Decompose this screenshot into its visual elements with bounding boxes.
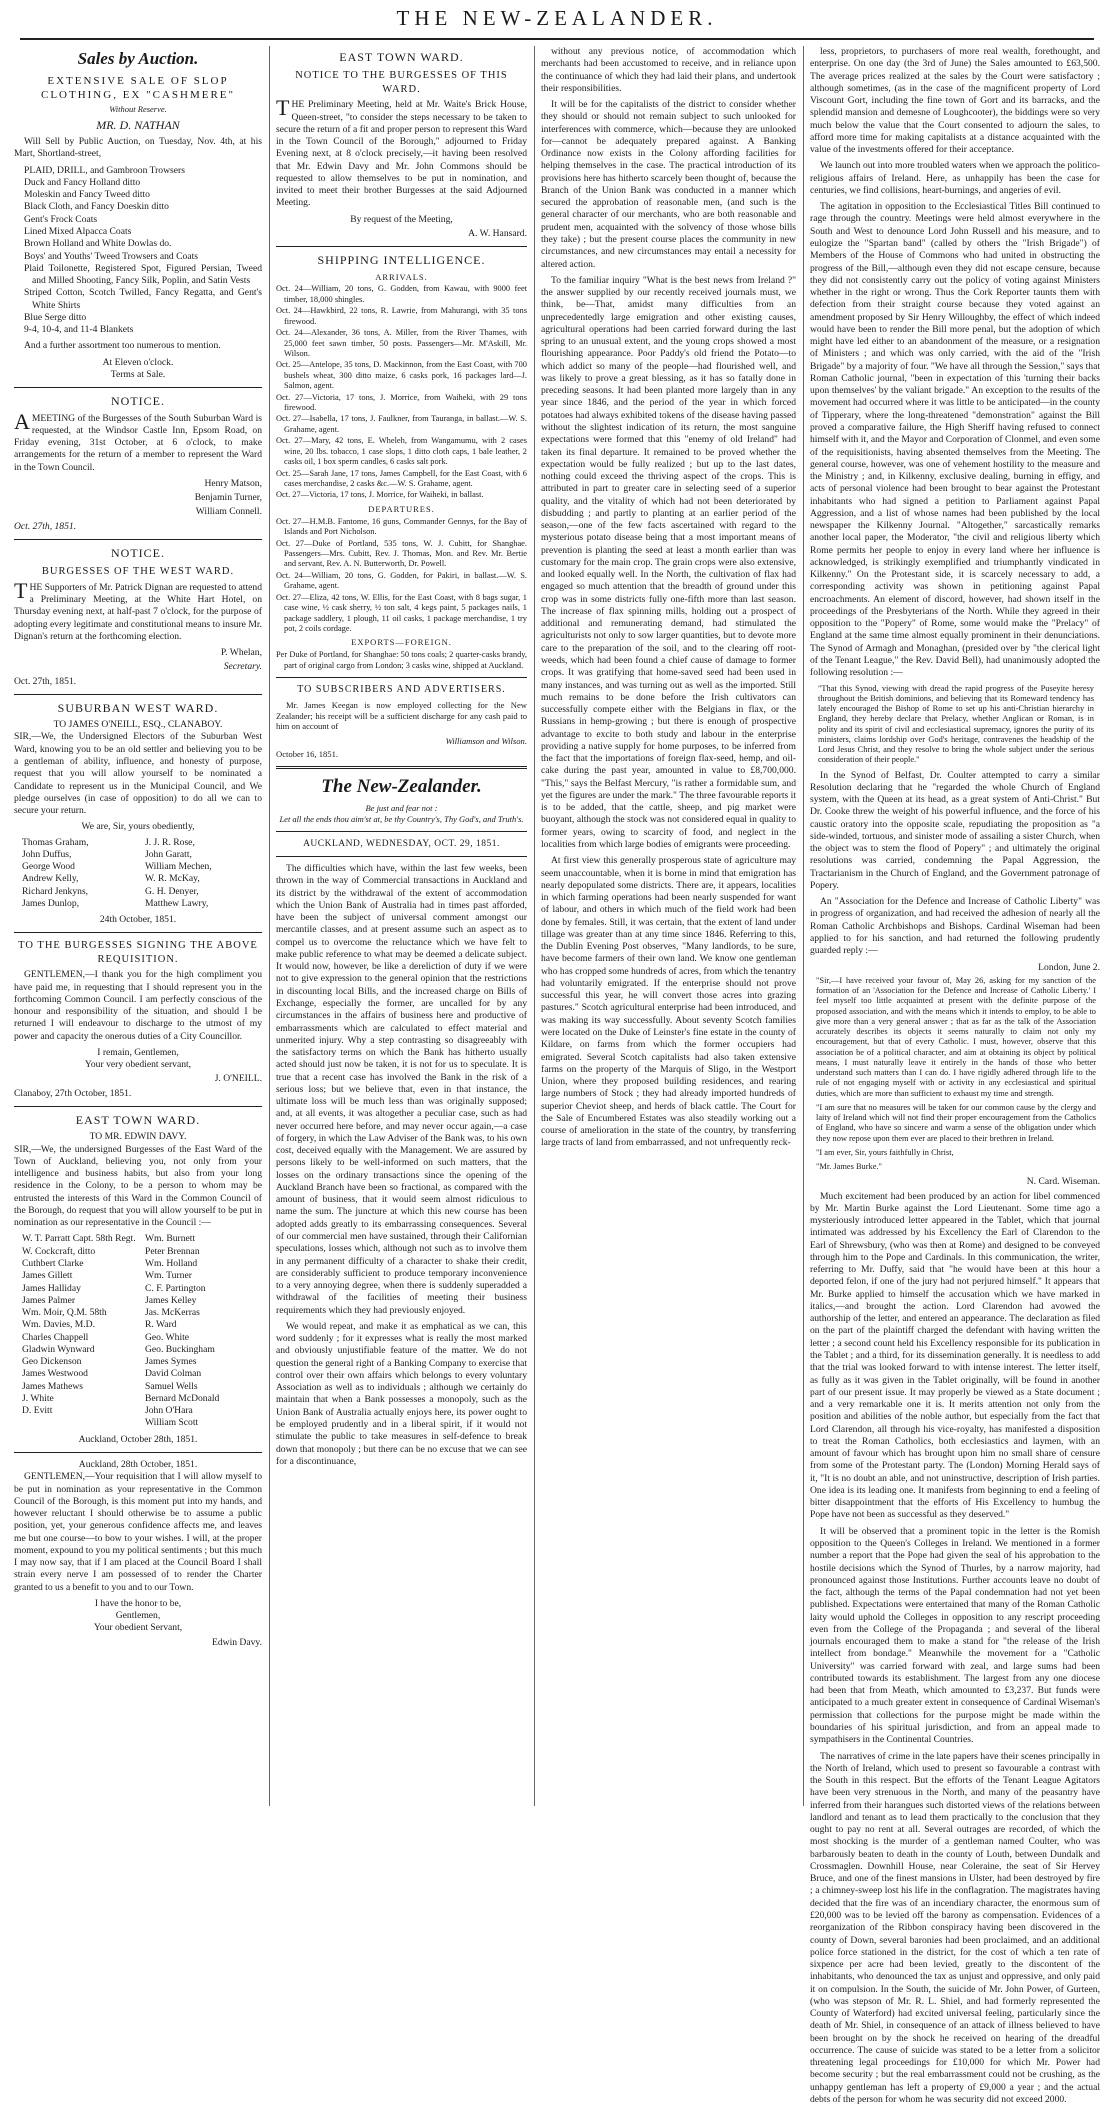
signatory-name: D. Evitt bbox=[22, 1405, 53, 1417]
article-paragraph: less, proprietors, to purchasers of more real wealth, forethought, and enterprise. On one day (the 3rd of June) the Sales amounted to £63,500. The average prices realized at the sales by the Court were satisfactory ; although sometimes, (as in the case of the magnificent property of Lord Viscount Gort, including the fine town of Gort and its barracks, and the splendid mansion and demesne of Loughcooter), the biddings were so very much below the value that the Court consented to adjourn the sales, to afford more time for making capitalists at a distance acquainted with the value of the investments offered for their acceptance. bbox=[810, 46, 1100, 156]
notice-subtitle: NOTICE TO THE BURGESSES OF THIS WARD. bbox=[295, 70, 508, 95]
column-1 bbox=[14, 46, 262, 1806]
column-divider bbox=[803, 46, 804, 1806]
signatory-name: Matthew Lawry, bbox=[145, 897, 209, 909]
notice-body: THE Supporters of Mr. Patrick Dignan are requested to attend a Preliminary Meeting, at the White Hart Hotel, on Thursday evening next, at half-past 7 o'clock, for the purpose of adopting every legitimate and constitutional means to insure Mr. Dignan's return at the forthcoming election. bbox=[14, 577, 262, 642]
arrival-entry: Oct. 27—Victoria, 17 tons, J. Morrice, for Waiheki, in ballast. bbox=[276, 490, 484, 500]
article-body bbox=[541, 46, 796, 1150]
signatory-name: Geo. Buckingham bbox=[145, 1343, 215, 1355]
auction-title: EXTENSIVE SALE OF SLOP CLOTHING, EX "CASHMERE" bbox=[40, 74, 235, 101]
davy-reply bbox=[14, 1459, 262, 1649]
signatory-name: George Wood bbox=[22, 861, 75, 873]
notice-date: Oct. 27th, 1851. bbox=[14, 520, 77, 532]
masthead bbox=[20, 6, 1094, 40]
departure-entry: Oct. 27—Duke of Portland, 535 tons, W. J. Cubitt, for Shanghae. Passengers—Mrs. Cubitt, Rev. J. Thomas, Mon. and Rev. Mr. Bertie and servant, Rev. A. N. Butterworth, Dr. Powell. bbox=[276, 538, 527, 569]
notice-south-suburban bbox=[14, 394, 262, 533]
exports-text bbox=[276, 650, 527, 671]
auction-item: Duck and Fancy Holland ditto bbox=[24, 176, 141, 188]
notice-body: THE Preliminary Meeting, held at Mr. Waite's Brick House, Queen-street, "to consider the steps necessary to be taken to secure the return of a fit and proper person to represent this Ward in the Town Council of the Borough," adjourned to Friday Evening next, at 8 o'clock precisely,—it having been resolved that Mr. Edwin Davy and Mr. John Commons should be requested to allow themselves to be put in nomination, and invited to meet their brother Burgesses at the said Adjourned Meeting. bbox=[276, 95, 527, 209]
exports-label: EXPORTS—FOREIGN. bbox=[351, 637, 452, 648]
departures-label: DEPARTURES. bbox=[368, 503, 435, 514]
signatory-name: Wm. Burnett bbox=[145, 1233, 196, 1245]
signatory-name: James Kelley bbox=[145, 1294, 197, 1306]
signatory-name: James Mathews bbox=[22, 1380, 84, 1392]
notice-body: AMEETING of the Burgesses of the South Suburban Ward is requested, at the Windsor Castle Inn, Epsom Road, on Friday evening, 31st October, at 6 o'clock, to make arrangements for the return of a member to represent the Ward in the Town Council. bbox=[14, 408, 262, 473]
notice-west-ward bbox=[14, 546, 262, 688]
reply-close: Gentlemen, bbox=[115, 1610, 161, 1622]
arrival-entry: Oct. 25—Antelope, 35 tons, D. Mackinnon, from the East Coast, with 700 bushels wheat, 300 ditto maize, 6 casks pork, 16 packages lard—J. Salmon, agent. bbox=[276, 360, 527, 391]
auction-terms: Terms at Sale. bbox=[110, 368, 166, 380]
editorial-paragraph: The difficulties which have, within the last few weeks, been thrown in the way of Commercial transactions in Auckland and its district by the withdrawal of the extent of accommodation which the Union Bank of Australia had in times past afforded, have been the subject of universal comment amongst our mercantile classes, and at present assume such an aspect as to compel us to overcome the reluctance which we have felt to make public reference to what may be deemed a delicate subject. It would now, however, be like a dereliction of duty if we were not to give expression to the general opinion that the restrictions in discounting local Bills, and the increased charge on Bills of Exchange, especially the former, are uncalled for by any circumstances in the affairs of business here and productive of embarrassments which are calculated to effect material and unmerited injury. Why a step contrasting so disagreeably with the satisfactory terms on which the Bank has hitherto usually acted should just now be taken, it is not for us to speculate. It is true that a recent case has involved the Bank in the risk of a serious loss; but we believe that, even in that instance, the ultimate loss will be much less than was originally supposed; and, at all events, it was altogether a peculiar case, such as had never occurred here before, and may never occur again,—a case of forgery, in which the Law Adviser of the Bank was, to his own cost, deceived equally with the Management. We are assured by persons likely to be well-informed on such matters, that the losses on the ordinary transactions since the opening of the Auckland Branch have been so fractional, as compared with the amount of business, that it would seem almost ridiculous to name the sum. The juncture at which this new course has been adopted adds greatly to its embarrassing consequences. Several of our commercial men have sustained, through their Californian speculations, losses which, although not such as to involve them in any permanent difficulty of a character to shake their credit, are considerably sufficient to produce temporary inconvenience to a very annoying degree, when there is suddenly superadded a withdrawal of the facilities of meeting their business requirements which they had previously enjoyed. bbox=[276, 863, 527, 1316]
newspaper-title: THE NEW-ZEALANDER. bbox=[396, 6, 718, 30]
auction-tail: And a further assortment too numerous to mention. bbox=[24, 340, 221, 352]
arrival-entry: Oct. 24—Hawkbird, 22 tons, R. Lawrie, from Mahurangi, with 35 tons firewood. bbox=[276, 306, 527, 326]
notice-by: By request of the Meeting, bbox=[350, 213, 453, 225]
signatory-name: Thomas Graham, bbox=[22, 836, 89, 848]
reply-body: GENTLEMEN,—Your requisition that I will allow myself to be put in nomination as your representative in the Common Council of the Borough, is this moment put into my hands, and however reluctant I should otherwise be to assume a public position, yet, your generous confidence affects me, and leaves me but one course—to bow to your wishes. I will, at the proper moment, expound to you my political sentiments ; but this much I may now say, that if I am placed at the Council Board I shall strain every nerve I am possessed of to render the Charter granted to us a benefit to you and to our Town. bbox=[14, 1471, 262, 1593]
letter-recipient: "Mr. James Burke." bbox=[816, 1162, 882, 1172]
arrival-entry: Oct. 27—Victoria, 17 tons, J. Morrice, from Waiheki, with 29 tons firewood. bbox=[276, 392, 527, 413]
article-body-continued bbox=[810, 46, 1100, 2106]
reply-close: I have the honor to be, bbox=[94, 1597, 182, 1609]
divider bbox=[14, 539, 262, 540]
departure-entry: Oct. 24—William, 20 tons, G. Godden, for Pakiri, in ballast.—W. S. Grahame, agent. bbox=[276, 570, 527, 591]
editorial-paragraph: We would repeat, and make it as emphatical as we can, this word suddenly ; for it expresses what is really the most marked and obviously unjustifiable feature of the matter. We do not question the general right of a Banking Company to exercise that control over their own affairs which belongs to every voluntary Association as well as to individuals ; although we certainly do maintain that when a Bank possesses a monopoly, such as the Union Bank of Australia actually enjoys here, its power ought to be employed prudently and in a liberal spirit, if it would not stimulate the public to take measures in self-defence to break down that monopoly ; but there can be no excuse that we can see for a discontinuance, bbox=[276, 1320, 527, 1467]
letter-signoff: "I am ever, Sir, yours faithfully in Christ, bbox=[816, 1147, 954, 1157]
paper-name: The New-Zealander. bbox=[321, 775, 482, 797]
article-paragraph: Much excitement had been produced by an action for libel commenced by Mr. Martin Burke against the Lord Lieutenant. Some time ago a mysteriously introduced letter appeared in the Tablet, which that journal intimated was addressed by his Excellency the Earl of Clarendon to the Earl of Shrewsbury, (who was then at Rome) and designed to be conveyed through him to the Pope and Cardinals. In this communication, the writer, referring to Mr. Duffy, said that "he would have been at this hour a deported felon, if one of the jury had not perjured himself." It appears that Mr. Burke applied to himself the accusation which we have marked in italics,—and brought the action. Lord Clarendon had avowed the authorship of the letter, and entered an appearance. The declaration as filed on the part of the plaintiff charged the defendant with having written the letter ; a second count held his Excellency responsible for its publication in the Tablet ; and a third, for its dissemination generally. It is needless to add that the trial was looked forward to with intense interest. The letter itself, as fully as it was given in the Tablet originally, will be found in another part of our present issue. It may properly be viewed as a State document ; and a very remarkable one it is. It merits attention not only from the position and abilities of the noble author, but especially from the fact that Lord Clarendon, all through his vice-royalty, has manifested a disposition to treat the Roman Catholics, both ecclesiastics and laymen, with an amount of favour which has brought upon him no small share of censure from some of the Protestant party. The (London) Morning Herald says of it, "It is no doubt an able, and not uninstructive, description of Irish parties. One idea is its leading one. It manifests from beginning to end a feeling of bitter disappointment that the efforts of His Excellency to humbug the Pope have not been as successful as they deserved." bbox=[810, 1190, 1100, 1521]
arrivals-label: ARRIVALS. bbox=[375, 271, 428, 282]
signatory-name: Geo Dickenson bbox=[22, 1356, 82, 1368]
shipping-intelligence bbox=[276, 253, 527, 671]
auction-item: Gent's Frock Coats bbox=[24, 213, 98, 225]
signatory-name: John Garatt, bbox=[145, 848, 192, 860]
auction-advert bbox=[14, 74, 262, 381]
notice-title: NOTICE. bbox=[111, 394, 165, 409]
subscribers-title: TO SUBSCRIBERS AND ADVERTISERS. bbox=[297, 684, 506, 696]
arrival-entry: Oct. 27—Mary, 42 tons, E. Wheleh, from Wangamumu, with 2 cases wine, 20 lbs. tobacco, 1 case slops, 1 ditto cloth caps, 1 bale leather, 2 casks oil, 1 box sperm candles, 6 casks salt pork. bbox=[276, 436, 527, 467]
article-paragraph: without any previous notice, of accommodation which merchants had been accustomed to receive, and in reliance upon the continuance of which they had laid their plans, and undertook their responsibilities. bbox=[541, 46, 796, 94]
divider bbox=[276, 831, 527, 832]
requisition-title: SUBURBAN WEST WARD. bbox=[57, 700, 219, 715]
east-ward-notice bbox=[276, 50, 527, 240]
divider bbox=[276, 677, 527, 678]
signatory-name: Geo. White bbox=[145, 1331, 190, 1343]
requisition-signatories bbox=[22, 1233, 262, 1429]
signatory-name: Bernard McDonald bbox=[145, 1392, 220, 1404]
departure-entry: Oct. 27—Eliza, 42 tons, W. Ellis, for the East Coast, with 8 bags sugar, 1 case wine, ½ cask sherry, ½ ton salt, 4 kegs paint, 5 packages nails, 1 package saddlery, 1 plough, 11 oil casks, 1 package merchandise, 1 try pot, 2 coils cordage. bbox=[276, 592, 527, 633]
signatory-name: James Dunlop, bbox=[22, 897, 80, 909]
letter-date: London, June 2. bbox=[1038, 961, 1100, 973]
divider bbox=[14, 1452, 262, 1453]
requisition-date: 24th October, 1851. bbox=[99, 914, 177, 926]
exports-entry: Per Duke of Portland, for Shanghae: 50 tons coals; 2 quarter-casks brandy, part of original cargo from London; 3 casks wine, shipped at Auckland. bbox=[276, 650, 527, 670]
auction-item: Boys' and Youths' Tweed Trowsers and Coats bbox=[24, 250, 198, 262]
auction-item-list bbox=[24, 165, 262, 337]
auction-item: Plaid Toilonette, Registered Spot, Figured Persian, Tweed and Milled Shooting, Fancy Silk, Poplin, and Satin Vests bbox=[24, 262, 262, 287]
signatory-name: J. J. R. Rose, bbox=[145, 836, 195, 848]
divider bbox=[276, 856, 527, 857]
column-3 bbox=[541, 46, 796, 1806]
signatory-name: Cuthbert Clarke bbox=[22, 1258, 84, 1270]
auction-item: 9-4, 10-4, and 11-4 Blankets bbox=[24, 324, 134, 336]
sales-heading: Sales by Auction. bbox=[77, 49, 199, 68]
reply-date: Auckland, 28th October, 1851. bbox=[78, 1459, 198, 1470]
signatory-name: G. H. Denyer, bbox=[145, 885, 199, 897]
subscribers-signer: Williamson and Wilson. bbox=[445, 735, 527, 746]
reply-date: Clanaboy, 27th October, 1851. bbox=[14, 1087, 132, 1099]
wiseman-letter-end: "I am sure that no measures will be taken for our common cause by the clergy and laity of Ireland which will not find their proper encouragement from the Catholics of England, who have so sincere and warm a sense of the obligation under which they now repose upon them ever are placed to their brethren in Ireland. bbox=[816, 1102, 1096, 1143]
signatory-name: W. R. McKay, bbox=[145, 873, 200, 885]
auction-item: Moleskin and Fancy Tweed ditto bbox=[24, 189, 150, 201]
divider bbox=[276, 246, 527, 247]
arrival-entry: Oct. 24—William, 20 tons, G. Godden, from Kawau, with 9000 feet timber, 18,000 shingles. bbox=[276, 284, 527, 304]
column-divider bbox=[269, 46, 270, 1806]
article-paragraph: In the Synod of Belfast, Dr. Coulter attempted to carry a similar Resolution declaring that he "regarded the whole Church of England system, with the Queen at its head, as a great system of Anti-Christ." But Dr. Cooke threw the weight of his powerful influence, and the force of his caustic oratory into the opposite scale, repudiating the proposition as "a side-winded, tortuous, and sinister mode of assailing a sister Church, when the object was to stem the flood of Popery" ; and ultimately the original resolutions was carried, condemning the Papal Aggression, the Tractarianism in the Church of England, and the Government patronage of Popery. bbox=[810, 769, 1100, 891]
letter-signer: N. Card. Wiseman. bbox=[1026, 1176, 1100, 1188]
shipping-title: SHIPPING INTELLIGENCE. bbox=[317, 253, 486, 268]
reply-signer: J. O'NEILL. bbox=[214, 1073, 262, 1085]
signatory-name: W. T. Parratt Capt. 58th Regt. bbox=[22, 1233, 136, 1245]
notice-subtitle: BURGESSES OF THE WEST WARD. bbox=[41, 566, 235, 578]
requisition-title: EAST TOWN WARD. bbox=[75, 1113, 201, 1127]
departure-entry: Oct. 27—H.M.B. Fantome, 16 guns, Commander Gennys, for the Bay of Islands and Port Nicholson. bbox=[276, 516, 527, 537]
signatory-name: David Colman bbox=[145, 1368, 202, 1380]
signatory-name: Gladwin Wynward bbox=[22, 1343, 95, 1355]
arrival-entry: Oct. 27—Isabella, 17 tons, J. Faulkner, from Tauranga, in ballast.—W. S. Grahame, agent. bbox=[276, 414, 527, 434]
subscribers-date: October 16, 1851. bbox=[276, 748, 339, 759]
notice-signer: Henry Matson, bbox=[204, 477, 262, 489]
signatory-name: James Westwood bbox=[22, 1368, 88, 1380]
article-paragraph: It will be for the capitalists of the district to consider whether they should or should not remain subject to such unlooked for interferences with commerce, which—because they are unlooked for—cannot be adequately prepared against. A Banking Ordinance now exists in the Colony affording facilities for helping themselves in the case. The practical introduction of its provisions here has hitherto scarcely been thought of, because the Branch of the Union Bank was conducted in a manner which secured the approbation of reasonable men, (and such is the general character of our merchants, who are both reasonable and prudent men, acquainted with the solvency of those whose bills they take) ; but the present course places the community in new circumstances, and new circumstances may entail a necessity for altered action. bbox=[541, 99, 796, 270]
signatory-name: Wm. Moir, Q.M. 58th bbox=[22, 1307, 107, 1319]
auction-item: Lined Mixed Alpacca Coats bbox=[24, 226, 132, 237]
notice-date: Oct. 27th, 1851. bbox=[14, 675, 77, 687]
divider bbox=[14, 387, 262, 388]
subscribers-body: Mr. James Keegan is now employed collecting for the New Zealander; his receipt will be a sufficient discharge for any cash paid to him on account of bbox=[276, 699, 527, 732]
requisition-signatories bbox=[22, 837, 262, 911]
reply-body: GENTLEMEN,—I thank you for the high compliment you have paid me, in requesting that I should represent you in the forthcoming Common Council. I am perfectly conscious of the honour and responsibility of the situation, and should I be returned I will endeavour to discharge to the utmost of my power and capacity the onerous duties of a City Councillor. bbox=[14, 969, 262, 1042]
article-paragraph: The agitation in opposition to the Ecclesiastical Titles Bill continued to rage through the country. Meetings were held almost everywhere in the South and West to denounce Lord John Russell and his measure, and to eulogize the "Spartan band" (called by others the "Irish Brigade") of Members of the House of Commons who had united in obstructing the progress of the Bill,—although even they did not escape censure, because they did not consistently carry out the policy of voting against Ministers whether in the right or wrong. Thus the Cork Reporter taunts them with defection from their straight course because they voted against an amendment proposed by Sir Henry Willoughby, the effect of which indeed would have been to render the Bill more penal, but the adoption of which might have led either to an abandonment of the measure, or a resignation of Ministers ; and which was only carried, with the aid of the "Irish Brigade" by a majority of four. "We have all through the Session," says that Roman Catholic journal, "been in expectation of this 'turning their backs upon themselves' by the valiant brigade." An exception to the results of the movement had occurred where it was little to be anticipated—in the county of Tipperary, where the long-threatened "demonstration" against the Bill proved a comparative failure, the High Sheriff having refused to connect himself with it, and the Mayor and Corporation of Clonmel, and even some of the requisitionists, having absented themselves from the Meeting. The general course, however, was one of vehement hostility to the measure and the Ministry ; and, in Kilkenny, exclusive dealing, burning in effigy, and acts of personal violence had been brought to bear against the Protestant inhabitants who had signed a petition to Parliament against Papal Aggression, and a list of whose names had been published by the local newspaper the Kilkenny Journal. "Altogether," sarcastically remarks another local paper, the Moderator, "the civil and religious liberty which Rome permits her people to enjoy in every land where her influence is acknowledged, is strikingly exemplified and triumphantly vindicated in Kilkenny." On the Protestant side, it is scarcely necessary to add, a corresponding activity was shown in petitioning against Papal encroachments. An element of discord, however, had shown itself in the proceedings of the Presbyterians of the North. While they agreed in their opposition to the "Popery" of Rome, some would make the "Prelacy" of England at the same time almost equally prominent in their denunciations. The Synod of Armagh and Monaghan, (presided over by "the clerical light of the Tenant League," the Rev. David Bell), had unanimously adopted the following resolution :— bbox=[810, 201, 1100, 679]
auctioneer-name: MR. D. NATHAN bbox=[96, 117, 180, 132]
signatory-name: James Halliday bbox=[22, 1282, 81, 1294]
auction-time: At Eleven o'clock. bbox=[102, 356, 174, 368]
synod-resolution-quote: "That this Synod, viewing with dread the rapid progress of the Puseyite heresy throughout the British dominions, and believing that its Romeward tendency has lately encouraged the Bishop of Rome to set up his anti-Christian hierarchy in England, they hereby declare that Prelacy, whether Anglican or Roman, is in polity and its spirit of civil and ecclesiastical supremacy, ignores the purity of its ministers, claims lordship over God's heritage, contravenes the headship of the Lord Jesus Christ, and they resolve to bring the whole subject under the serious consideration of their people." bbox=[818, 683, 1094, 765]
signatory-name: William Mechen, bbox=[145, 861, 212, 873]
arrival-entry: Oct. 24—Alexander, 36 tons, A. Miller, from the River Thames, with 25,000 feet sawn timber, 50 posts. Passengers—Mr. M'Askill, Mr. Wilson. bbox=[276, 328, 527, 358]
editorial-body bbox=[276, 863, 527, 1468]
article-paragraph: We launch out into more troubled waters when we approach the politico-religious affairs of Ireland. Here, as unhappily has been the case for centuries, we find collisions, heart-burnings, and angeries of evil. bbox=[810, 160, 1100, 196]
requisition-body: SIR,—We, the Undersigned Electors of the Suburban West Ward, knowing you to be an old settler and believing you to be a gentleman of ability, influence, and honesty of purpose, request that you will allow yourself to be nominated a Candidate to represent us in the Municipal Council, and We pledge ourselves (in case of opposition) to do all we can to secure your return. bbox=[14, 731, 262, 817]
reply-close: Your obedient Servant, bbox=[93, 1622, 183, 1634]
auction-item: Striped Cotton, Scotch Twilled, Fancy Regatta, and Gent's White Shirts bbox=[24, 287, 262, 311]
reply-close: Your very obedient servant, bbox=[84, 1059, 192, 1071]
signatory-name: John Duffus, bbox=[22, 848, 72, 860]
signatory-name: Jas. McKerras bbox=[145, 1307, 200, 1319]
divider bbox=[14, 694, 262, 695]
requisition-to: TO MR. EDWIN DAVY. bbox=[89, 1131, 187, 1143]
notice-signer: Benjamin Turner, bbox=[194, 492, 262, 504]
wiseman-letter: "Sir,—I have received your favour of, May 26, asking for my sanction of the formation of an 'Association for the Defence and Increase of Catholic Liberty.' I feel myself too little acquainted at present with the definite purpose of the proposed association, and with the means which it intends to employ, to be able to give more than a very general answer ; that as far as the talk of the Association accurately describes its objects it seems naturally to claim not only my encouragement, but that of every Catholic. I must, however, observe that this association be of a political character, and aim at obtaining its object by political means, I must naturally leave it entirely in the hands of those who better understand such matters than I can do. I have rigidly adhered through life to the rule of not engaging myself with or activity in any ecclesiastical and spiritual duties, which are more than sufficient to exhaust my time and strength. bbox=[816, 975, 1096, 1098]
auction-item: PLAID, DRILL, and Gambroon Trowsers bbox=[24, 164, 185, 176]
signatory-name: Samuel Wells bbox=[145, 1380, 198, 1392]
signatory-name: W. Cockcraft, ditto bbox=[22, 1245, 96, 1257]
column-2 bbox=[276, 46, 527, 1806]
reply-title: TO THE BURGESSES SIGNING THE ABOVE REQUISITION. bbox=[18, 940, 258, 965]
arrivals-list bbox=[276, 284, 527, 500]
notice-signer: P. Whelan, bbox=[220, 647, 262, 659]
east-ward-requisition bbox=[14, 1113, 262, 1446]
signatory-name: John O'Hara bbox=[145, 1405, 193, 1417]
signatory-name: James Gillett bbox=[22, 1270, 73, 1282]
requisition-close: We are, Sir, yours obediently, bbox=[81, 821, 195, 833]
divider bbox=[276, 766, 527, 769]
signatory-name: Peter Brennan bbox=[145, 1245, 200, 1257]
signatory-name: Richard Jenkyns, bbox=[22, 885, 89, 897]
column-4-content bbox=[810, 46, 1100, 2105]
signatory-name: James Symes bbox=[145, 1356, 197, 1368]
signatory-name: Andrew Kelly, bbox=[22, 873, 79, 885]
notice-title: EAST TOWN WARD. bbox=[339, 50, 464, 64]
signatory-name: James Palmer bbox=[22, 1294, 76, 1306]
signatory-name: J. White bbox=[22, 1392, 54, 1404]
auction-item: Black Cloth, and Fancy Doeskin ditto bbox=[24, 201, 169, 213]
article-paragraph: The narratives of crime in the late papers have their scenes principally in the North of Ireland, which used to present so favourable a contrast with the South in this respect. But the efforts of the Tenant League Agitators have been very strenuous in the North, and many of the peasantry have inferred from their harangues such distorted views of the relations between landlord and tenant as to lead them practically to the conclusion that they ought to pay no rent at all. Several outrages are recorded, of which the most shocking is the murder of a gentleman named Coulter, who was barbarously beaten to death in the county of Louth, between Dundalk and Crossmaglen. Downhill House, near Coleraine, the seat of Sir Hervey Bruce, and one of the finest mansions in Ulster, had been destroyed by fire ; a chimney-sweep lost his life in the conflagration. The magistrates having decided that the fire was of an incendiary character, the enormous sum of £20,000 was to be levied off the barony as compensation. Evidences of a reorganization of the Ribbon conspiracy having been discovered in the county of Down, several baronies had been proclaimed, and an additional police force stationed in the district, for the cost of which a ten rate of sixpence per acre had been levied, greatly to the discontent of the inhabitants, who denounced the tax as unjust and oppressive, and only paid it on compulsion. In the South, the suicide of Mr. John Power, of Gurteen, (who was stepson of Mr. R. L. Shiel, and had formerly represented the County of Waterford) had excited universal feeling, particularly since the death of Mr. Shiel, in consequence of an attack of illness believed to have been brought on by the shock he received on hearing of the dreadful occurrence. The cause of suicide was stated to be a letter from a solicitor threatening legal proceedings for £10,000 for which Mr. Power had become security ; but the real embarrassment could not be crushing, as the unhappy gentleman has left a property of £9,000 a year ; and the actual debts of the person for whom he was security did not exceed 2000. bbox=[810, 1750, 1100, 2105]
notice-signer: A. W. Hansard. bbox=[468, 227, 527, 239]
departures-list bbox=[276, 517, 527, 635]
dateline: AUCKLAND, WEDNESDAY, OCT. 29, 1851. bbox=[303, 838, 500, 849]
article-paragraph: It will be observed that a prominent topic in the letter is the Romish opposition to the Queen's Colleges in Ireland. We mentioned in a former number a report that the Pope had given the seal of his approbation to the hostile decisions which the Synod of Thurles, by a narrow majority, had pronounced against those Institutions. Further accounts leave no doubt of the fact, although the terms of the Papal condemnation had not yet been published. Expectations were entertained that many of the Roman Catholic laity would uphold the Colleges in opposition to any rescript proceeding even from the College of the Propaganda ; and several of the liberal journals encouraged them to make a stand for "the release of the Irish intellect from bondage." Meanwhile the movement for a "Catholic University" was carried forward with zeal, and large sums had been contributed towards its establishment. The largest from any one diocese had been that from Meath, which amounted to £3,237. But funds were anticipated to a much greater extent in consequence of Cardinal Wiseman's permission that collections for the purpose might be made within the boundaries of his spiritual jurisdiction, and from an appeal made to sympathisers in the Continental Countries. bbox=[810, 1525, 1100, 1746]
arrival-entry: Oct. 25—Sarah Jane, 17 tons, James Campbell, for the East Coast, with 6 cases merchandise, 2 casks &c.—W. S. Grahame, agent. bbox=[276, 468, 527, 488]
reply-to-burgesses bbox=[14, 939, 262, 1100]
signatory-name bbox=[22, 1417, 139, 1429]
notice-signer: William Connell. bbox=[195, 506, 262, 518]
article-paragraph: To the familiar inquiry "What is the best news from Ireland ?" the answer supplied by our recently received journals must, we think, be—That, amidst many difficulties from an unprecedentedly large emigration and other existing causes, agricultural operations had been carried forward during the last spring to an unusual extent, and the young crops showed a most flourishing appearance. Poor Paddy's old friend the Potato—to which addict so many of the people—had flourished well, and was likely to prove a great blessing, as it has so fatally done in preceding seasons. It had been planted more largely than in any year since 1846, and the period of the year in which forced potatoes had always exhibited tokens of the disease having passed without the slightest indication of its return, the most sanguine expectations were formed that this "enemy of old Ireland" had taken its final departure. It remained to be proved whether the expectation would be fully realized ; but up to the last dates, nothing could exceed the thriving aspect of the crops. This is attributed in part to greater care in selecting seed of a superior quality, and the vitality of which had not been deteriorated by disbudding ; and partly to planting at an earlier period of the season,—one of the few facts ascertained with regard to the mysterious potato disease being that a most important means of prevention is planting the seed at least a month earlier than was customary for the main crop. The grain crops were also extensive, and looked equally well. In the North, the cultivation of flax had engaged so much attention that the breadth of ground under this crop was in some districts fully one-fifth more than last season. The increase of flax spinning mills, holding out a prospect of additional and remunerating demand, had stimulated the agriculturists not only to sow larger quantities, but to devote more care to the preparation of the soil, and to the clearing off root-weeds, which had been found a chief cause of damage to former crops. It was gratifying that home-saved seed had been used in many instances, and was turning out as well as the imported. Still much remains to be done before the Irish cultivators can successfully compete either with the Belgians in flax, or the Russians in hemp-growing ; but there is enough of prospective advantage to excite to both study and labour in the enterprise providing a native supply for home purposes, to be inferred from the fact that the importations of foreign flax-seed, hemp, and oil-cake during the past year, amounted in value to £8,700,000. "This," says the Belfast Mercury, "is rather a formidable sum, and yet the figures are under the mark." The three favourable reports it is to be added, that the cattle, sheep, and pig market were buoyant, although the stock was not considered equal in quality to former years, owing to scarcity of food, and neglect in the localities from which large bodies of emigrants were proceeding. bbox=[541, 274, 796, 850]
reply-signer: Edwin Davy. bbox=[211, 1636, 262, 1648]
signatory-name: Charles Chappell bbox=[22, 1331, 89, 1343]
motto-line: Let all the ends thou aim'st at, be thy Country's, Thy God's, and Truth's. bbox=[279, 814, 524, 825]
auction-item: Brown Holland and White Dowlas do. bbox=[24, 238, 172, 250]
suburban-west-requisition bbox=[14, 701, 262, 927]
signatory-name: R. Ward bbox=[145, 1319, 177, 1331]
requisition-to: TO JAMES O'NEILL, ESQ., CLANABOY. bbox=[53, 719, 223, 731]
reply-close: I remain, Gentlemen, bbox=[97, 1046, 179, 1058]
article-paragraph: An "Association for the Defence and Increase of Catholic Liberty" was in progress of organization, and had received the adhesion of nearly all the Roman Catholic Archbishops and Bishops. Cardinal Wiseman had been applied to for his sanction, and had returned the following prudently guarded reply :— bbox=[810, 896, 1100, 957]
signatory-name: Wm. Holland bbox=[145, 1258, 198, 1270]
auction-reserve: Without Reserve. bbox=[109, 103, 167, 114]
divider bbox=[14, 932, 262, 933]
requisition-date: Auckland, October 28th, 1851. bbox=[78, 1433, 198, 1445]
divider bbox=[14, 1106, 262, 1107]
signatory-name: C. F. Partington bbox=[145, 1282, 206, 1294]
notice-title: NOTICE. bbox=[111, 545, 165, 560]
auction-item: Blue Serge ditto bbox=[24, 311, 87, 323]
signatory-name: Wm. Turner bbox=[145, 1270, 192, 1282]
column-divider bbox=[534, 46, 535, 1806]
subscribers-notice bbox=[276, 684, 527, 760]
signatory-name: William Scott bbox=[145, 1417, 199, 1429]
motto-line: Be just and fear not : bbox=[365, 803, 438, 814]
requisition-body: SIR,—We, the undersigned Burgesses of the East Ward of the Town of Auckland, believing you, not only from your intelligence and business habits, but also from your long residence in the Colony, to be a person to whom may be entrusted the interests of this Ward in the Common Council of the Borough, do request that you will allow yourself to be put in nomination as our representative in the Council :— bbox=[14, 1143, 262, 1229]
auction-intro: Will Sell by Public Auction, on Tuesday, Nov. 4th, at his Mart, Shortland-street, bbox=[14, 136, 262, 160]
signatory-name: Wm. Davies, M.D. bbox=[22, 1319, 96, 1331]
notice-signer-role: Secretary. bbox=[223, 661, 262, 673]
article-paragraph: At first view this generally prosperous state of agriculture may seem unaccountable, when it is borne in mind that emigration has nearly depopulated some districts. There are, it appears, localities in which farming operations had been nearly suspended for want of labour, and others in which much of the field work had been done by females. Still, it was certain, that the extent of land under tillage was greater than at any time since 1846. Referring to this, the Dublin Evening Post observes, "Many landlords, to be sure, have become farmers of their own land. We know one gentleman who has cropped some hundreds of acres, from which the tenantry had voluntarily emigrated. If the enterprise should not prove successful this year, he will convert those acres into grazing pastures." Scotch agricultural enterprise had been introduced, and was making its way successfully. About seventy Scotch families were located on the Duke of Leinster's fine estate in the county of Kildare, on farms from which the former occupiers had emigrated. Several Scotch capitalists had also taken extensive farms on the property of the Marquis of Sligo, in the Westport Union, where they proposed building residences, and rearing large numbers of Stock ; they had already imported hundreds of superior Cheviot sheep, and herds of black cattle. The Court for the Sale of Encumbered Estates was also steadily working out a course of amelioration in the state of the country, by transferring large tracts of land from embarrassed, and not unfrequently reck- bbox=[541, 855, 796, 1149]
